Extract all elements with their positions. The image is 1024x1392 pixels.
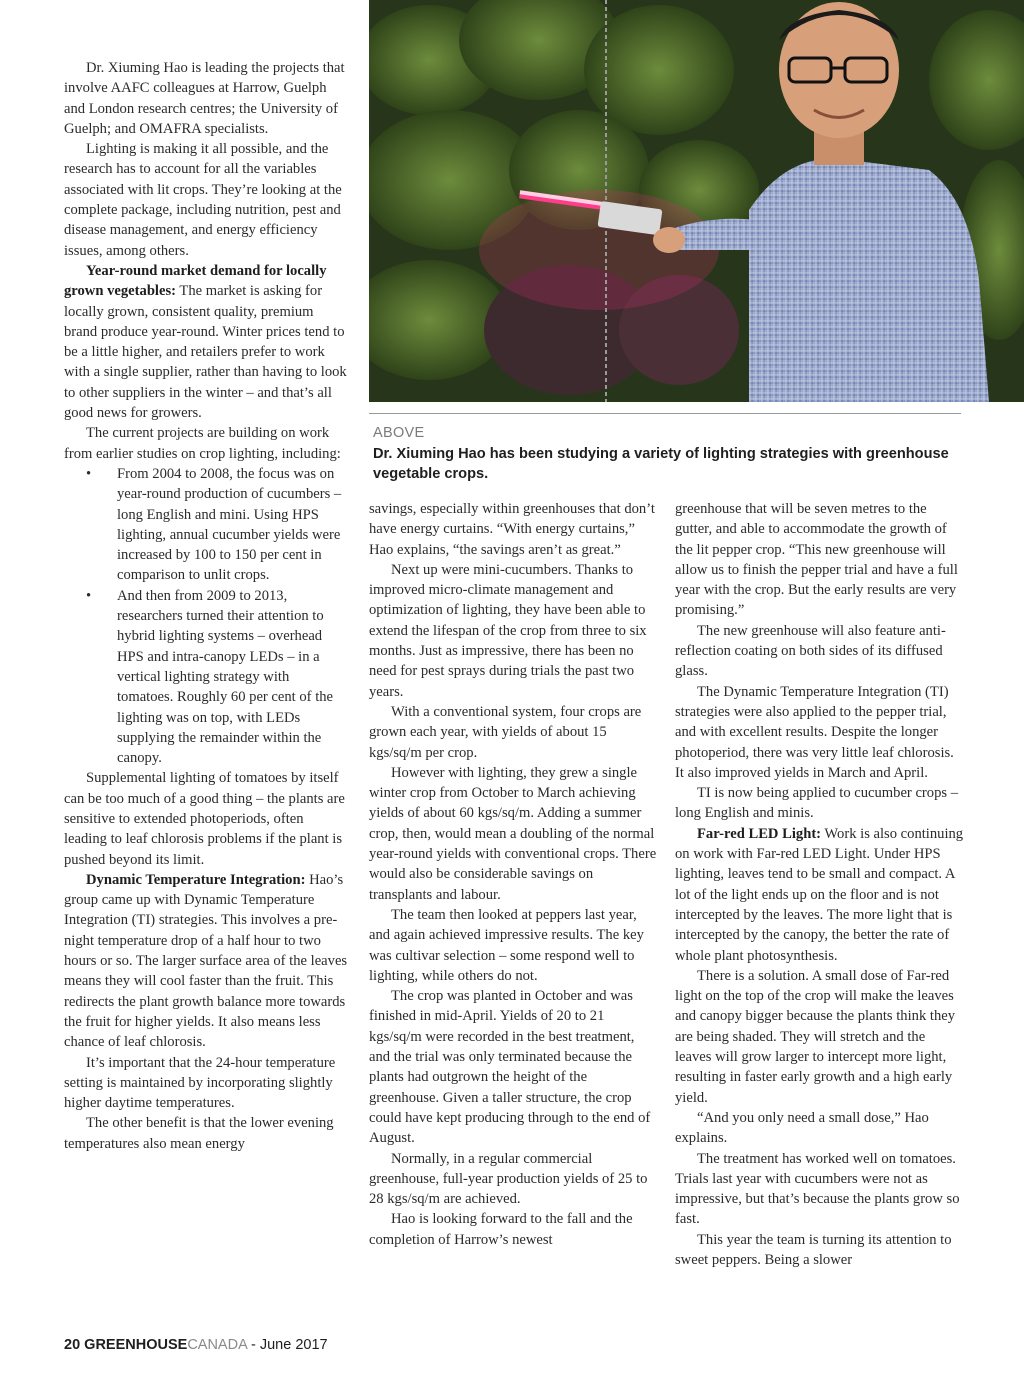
photo-caption: Dr. Xiuming Hao has been studying a variety of lighting strategies with greenhouse vegetable crops. — [373, 446, 949, 482]
paragraph: TI is now being applied to cucumber crops – long English and minis. — [675, 785, 958, 822]
caption-divider — [369, 413, 961, 414]
paragraph-body: The market is asking for locally grown, consistent quality, premium brand produce year-round. Winter prices tend to be a little higher, and retailers prefer to work with a single supplier, rather than having to look to other suppliers in the winter – and that’s all good news for growers. — [64, 283, 347, 422]
caption-label: ABOVE — [373, 425, 425, 441]
paragraph — [64, 261, 348, 423]
publication-name-suffix: CANADA — [187, 1337, 247, 1353]
paragraph: However with lighting, they grew a single winter crop from October to March achieving yields of about 60 kgs/sq/m. Adding a summer crop, then, would mean a doubling of the normal year-round yields with conventional crops. There would also be considerable savings on transplants and labour. — [369, 764, 657, 903]
list-item — [64, 586, 348, 769]
publication-name: GREENHOUSE — [84, 1337, 188, 1353]
list-item-text: And then from 2009 to 2013, researchers turned their attention to hybrid lighting systems – overhead HPS and intra-canopy LEDs – in a vertical lighting strategy with tomatoes. Roughly 60 per cent of the lighting was on top, with LEDs supplying the remainder within the canopy. — [117, 587, 334, 767]
paragraph: There is a solution. A small dose of Far-red light on the top of the crop will make the leaves and canopy bigger because the plants think they are being shaded. They will stretch and the leaves will grow larger to intercept more light, resulting in faster early growth and a high early yield. — [675, 967, 956, 1106]
paragraph: The team then looked at peppers last year, and again achieved impressive results. The key was cultivar selection – some respond well to lighting, while others do not. — [369, 906, 644, 984]
page-number: 20 — [64, 1337, 81, 1353]
list-item — [64, 464, 348, 586]
article-column-3 — [675, 499, 965, 1270]
paragraph: Dr. Xiuming Hao is leading the projects that involve AAFC colleagues at Harrow, Guelph and London research centres; the University of Guelph; and OMAFRA specialists. — [64, 60, 345, 137]
bullet-icon: • — [86, 587, 92, 604]
paragraph: This year the team is turning its attention to sweet peppers. Being a slower — [675, 1231, 952, 1268]
paragraph: Supplemental lighting of tomatoes by itself can be too much of a good thing – the plants are sensitive to extended photoperiods, often leading to leaf chlorosis problems if the plant is pushed beyond its limit. — [64, 770, 345, 868]
paragraph — [675, 824, 965, 966]
paragraph: Normally, in a regular commercial greenhouse, full-year production yields of 25 to 28 kgs/sq/m are achieved. — [369, 1150, 648, 1208]
paragraph: savings, especially within greenhouses that don’t have energy curtains. “With energy curtains,” Hao explains, “the savings aren’t as great.” — [369, 501, 655, 558]
paragraph: The other benefit is that the lower evening temperatures also mean energy — [64, 1115, 334, 1152]
paragraph: The current projects are building on work from earlier studies on crop lighting, including: — [64, 425, 341, 462]
list-item-text: From 2004 to 2008, the focus was on year-round production of cucumbers – long English and mini. Using HPS lighting, annual cucumber yields were increased by 100 to 150 per cent in comparison to unlit crops. — [117, 465, 342, 584]
paragraph-body: Hao’s group came up with Dynamic Temperature Integration (TI) strategies. This involves a pre-night temperature drop of a half hour to two hours or so. The larger surface area of the leaves means they will cool faster than the fruit. This redirects the plant growth balance more towards the fruit for higher yields. It also means less chance of leaf chlorosis. — [64, 871, 348, 1051]
section-heading: Far-red LED Light: — [697, 825, 822, 842]
article-column-2 — [369, 499, 659, 1250]
paragraph-body: Work is also continuing on work with Far-red LED Light. Under HPS lighting, leaves tend to be small and compact. A lot of the light ends up on the floor and is not intercepted by the leaves. The more light that is intercepted by the canopy, the better the rate of whole plant photosynthesis. — [675, 825, 964, 964]
paragraph: The crop was planted in October and was finished in mid-April. Yields of 20 to 21 kgs/sq/m were recorded in the best treatment, and the trial was only terminated because the plants had outgrown the height of the greenhouse. Given a taller structure, the crop could have kept producing through to the end of August. — [369, 988, 651, 1147]
section-heading: Dynamic Temperature Integration: — [86, 871, 306, 888]
page-footer — [64, 1337, 328, 1353]
article-column-1 — [64, 58, 348, 1154]
bullet-list — [64, 464, 348, 768]
issue-date: - June 2017 — [250, 1337, 328, 1353]
paragraph: The treatment has worked well on tomatoes. Trials last year with cucumbers were not as impressive, but that’s because the plants grow so fast. — [675, 1150, 960, 1228]
section-heading: Year-round market demand for locally grown vegetables: — [64, 262, 327, 300]
paragraph: With a conventional system, four crops are grown each year, with yields of about 15 kgs/sq/m per crop. — [369, 703, 642, 761]
bullet-icon: • — [86, 465, 92, 482]
paragraph: The new greenhouse will also feature anti-reflection coating on both sides of its diffused glass. — [675, 622, 946, 680]
paragraph: Lighting is making it all possible, and the research has to account for all the variables associated with lit crops. They’re looking at the complete package, including nutrition, pest and disease management, and energy efficiency issues, among others. — [64, 141, 342, 259]
paragraph: Next up were mini-cucumbers. Thanks to improved micro-climate management and optimization of lighting, they have been able to extend the lifespan of the crop from three to six months. Just as impressive, there has been no need for pest sprays during trials the past two years. — [369, 561, 647, 700]
paragraph: “And you only need a small dose,” Hao explains. — [675, 1109, 929, 1147]
paragraph: Hao is looking forward to the fall and the completion of Harrow’s newest — [369, 1211, 633, 1248]
paragraph: The Dynamic Temperature Integration (TI) strategies were also applied to the pepper trial, and with excellent results. Despite the longer photoperiod, there was very little leaf chlorosis. It also improved yields in March and April. — [675, 683, 954, 781]
greenhouse-photo-illustration — [369, 0, 1024, 402]
paragraph: It’s important that the 24-hour temperature setting is maintained by incorporating slightly higher daytime temperatures. — [64, 1054, 336, 1112]
paragraph — [64, 870, 348, 1053]
article-photo — [369, 0, 1024, 402]
paragraph: greenhouse that will be seven metres to the gutter, and able to accommodate the growth of the lit pepper crop. “This new greenhouse will allow us to finish the pepper trial and have a full year with the crop. But the early results are very promising.” — [675, 501, 958, 619]
